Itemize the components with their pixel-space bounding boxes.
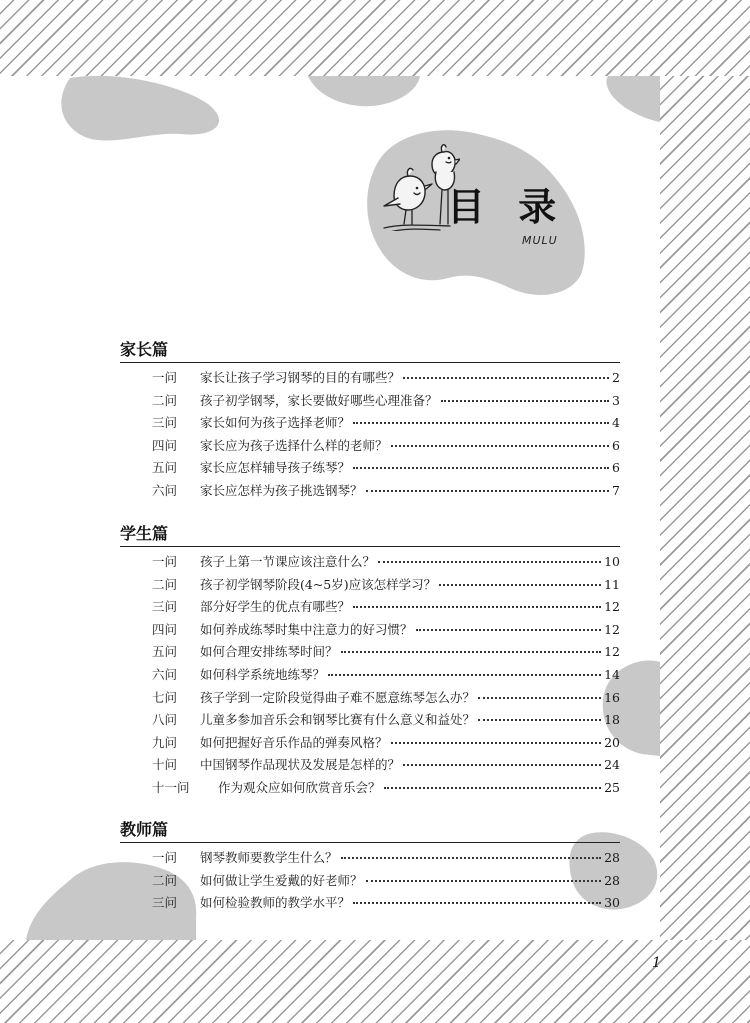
entry-number: 五问 bbox=[152, 460, 178, 476]
toc-entry[interactable] bbox=[120, 892, 620, 915]
entry-page: 12 bbox=[604, 599, 620, 615]
entry-number: 二问 bbox=[152, 576, 178, 592]
entry-page: 20 bbox=[604, 734, 620, 750]
toc-list bbox=[120, 367, 620, 503]
entry-title: 部分好学生的优点有哪些？ bbox=[200, 599, 351, 615]
dot-leader bbox=[384, 787, 602, 789]
entry-page: 7 bbox=[612, 482, 620, 498]
entry-title: 孩子学到一定阶段觉得曲子难不愿意练琴怎么办？ bbox=[200, 689, 476, 705]
toc-entry[interactable] bbox=[120, 664, 620, 687]
entry-title: 作为观众应如何欣赏音乐会？ bbox=[218, 779, 381, 795]
toc-entry[interactable] bbox=[120, 574, 620, 597]
toc-entry[interactable] bbox=[120, 412, 620, 435]
entry-page: 6 bbox=[612, 460, 620, 476]
page-subtitle: MULU bbox=[522, 234, 558, 247]
entry-page: 12 bbox=[604, 644, 620, 660]
entry-page: 12 bbox=[604, 621, 620, 637]
toc-entry[interactable] bbox=[120, 641, 620, 664]
entry-number: 四问 bbox=[152, 437, 178, 453]
dot-leader bbox=[366, 880, 602, 882]
entry-number: 三问 bbox=[152, 895, 178, 911]
entry-title: 如何检验教师的教学水平？ bbox=[200, 895, 351, 911]
dot-leader bbox=[341, 857, 602, 859]
top-stripe-border bbox=[0, 0, 750, 76]
bottom-stripe-border bbox=[0, 940, 750, 1023]
section-title: 学生篇 bbox=[120, 524, 620, 547]
section-teachers bbox=[120, 820, 620, 915]
toc-list bbox=[120, 551, 620, 800]
entry-number: 八问 bbox=[152, 712, 178, 728]
dot-leader bbox=[403, 764, 601, 766]
entry-title: 钢琴教师要教学生什么？ bbox=[200, 850, 338, 865]
page-title: 目 录 bbox=[447, 185, 567, 229]
dot-leader bbox=[441, 400, 610, 402]
section-title: 家长篇 bbox=[120, 340, 620, 363]
dot-leader bbox=[478, 719, 601, 721]
entry-number: 四问 bbox=[152, 621, 178, 637]
entry-page: 6 bbox=[612, 437, 620, 453]
entry-title: 如何养成练琴时集中注意力的好习惯？ bbox=[200, 621, 413, 637]
page-content bbox=[0, 76, 660, 940]
dot-leader bbox=[478, 697, 601, 699]
entry-number: 十问 bbox=[152, 757, 178, 773]
dot-leader bbox=[341, 651, 602, 653]
entry-title: 孩子初学钢琴阶段(4~5岁)应该怎样学习？ bbox=[200, 576, 437, 592]
toc-entry[interactable] bbox=[120, 687, 620, 710]
toc-entry[interactable] bbox=[120, 457, 620, 480]
entry-title: 孩子上第一节课应该注意什么？ bbox=[200, 554, 376, 569]
entry-number: 九问 bbox=[152, 734, 178, 750]
entry-title: 中国钢琴作品现状及发展是怎样的？ bbox=[200, 757, 401, 773]
entry-title: 孩子初学钢琴，家长要做好哪些心理准备？ bbox=[200, 392, 438, 408]
toc-entry[interactable] bbox=[120, 367, 620, 390]
dot-leader bbox=[391, 742, 602, 744]
entry-page: 3 bbox=[612, 392, 620, 408]
entry-title: 如何把握好音乐作品的弹奏风格？ bbox=[200, 734, 388, 750]
entry-page: 2 bbox=[612, 370, 620, 385]
entry-title: 家长如何为孩子选择老师？ bbox=[200, 415, 351, 431]
entry-page: 16 bbox=[604, 689, 620, 705]
dot-leader bbox=[328, 674, 601, 676]
toc-entry[interactable] bbox=[120, 619, 620, 642]
entry-number: 二问 bbox=[152, 872, 178, 888]
dot-leader bbox=[353, 467, 609, 469]
entry-number: 十一问 bbox=[152, 779, 190, 795]
entry-page: 28 bbox=[604, 850, 620, 865]
entry-page: 28 bbox=[604, 872, 620, 888]
dot-leader bbox=[416, 629, 602, 631]
title-block bbox=[0, 76, 660, 336]
entry-title: 家长让孩子学习钢琴的目的有哪些？ bbox=[200, 370, 401, 385]
toc-entry[interactable] bbox=[120, 390, 620, 413]
entry-number: 七问 bbox=[152, 689, 178, 705]
toc-entry[interactable] bbox=[120, 435, 620, 458]
entry-number: 六问 bbox=[152, 666, 178, 682]
entry-title: 如何科学系统地练琴？ bbox=[200, 666, 326, 682]
dot-leader bbox=[353, 606, 601, 608]
dot-leader bbox=[353, 422, 609, 424]
right-stripe-border bbox=[660, 76, 750, 940]
entry-page: 18 bbox=[604, 712, 620, 728]
toc-entry[interactable] bbox=[120, 847, 620, 870]
entry-title: 家长应怎样为孩子挑选钢琴？ bbox=[200, 482, 363, 498]
toc-entry[interactable] bbox=[120, 870, 620, 893]
dot-leader bbox=[353, 902, 601, 904]
section-parents bbox=[120, 340, 620, 503]
section-title: 教师篇 bbox=[120, 820, 620, 843]
dot-leader bbox=[439, 584, 601, 586]
entry-number: 一问 bbox=[152, 370, 178, 385]
entry-number: 六问 bbox=[152, 482, 178, 498]
page-number: 1 bbox=[652, 955, 661, 971]
entry-number: 三问 bbox=[152, 415, 178, 431]
entry-number: 三问 bbox=[152, 599, 178, 615]
toc-entry[interactable] bbox=[120, 551, 620, 574]
entry-page: 11 bbox=[604, 576, 620, 592]
entry-page: 30 bbox=[604, 895, 620, 911]
entry-page: 4 bbox=[612, 415, 620, 431]
entry-title: 如何合理安排练琴时间？ bbox=[200, 644, 338, 660]
dot-leader bbox=[378, 561, 601, 563]
section-students bbox=[120, 524, 620, 800]
entry-title: 如何做让学生爱戴的好老师？ bbox=[200, 872, 363, 888]
toc-entry[interactable] bbox=[120, 480, 620, 503]
toc-entry[interactable] bbox=[120, 732, 620, 755]
entry-number: 五问 bbox=[152, 644, 178, 660]
entry-page: 25 bbox=[604, 779, 620, 795]
toc-entry[interactable] bbox=[120, 754, 620, 777]
toc-entry[interactable] bbox=[120, 777, 620, 800]
entry-title: 儿童多参加音乐会和钢琴比赛有什么意义和益处？ bbox=[200, 712, 476, 728]
toc-entry[interactable] bbox=[120, 709, 620, 732]
dot-leader bbox=[403, 377, 609, 379]
entry-page: 14 bbox=[604, 666, 620, 682]
entry-number: 二问 bbox=[152, 392, 178, 408]
entry-title: 家长应为孩子选择什么样的老师？ bbox=[200, 437, 388, 453]
toc-list bbox=[120, 847, 620, 915]
entry-number: 一问 bbox=[152, 850, 178, 865]
entry-page: 10 bbox=[604, 554, 620, 569]
toc-entry[interactable] bbox=[120, 596, 620, 619]
entry-number: 一问 bbox=[152, 554, 178, 569]
dot-leader bbox=[391, 445, 610, 447]
entry-page: 24 bbox=[604, 757, 620, 773]
dot-leader bbox=[366, 490, 610, 492]
entry-title: 家长应怎样辅导孩子练琴？ bbox=[200, 460, 351, 476]
